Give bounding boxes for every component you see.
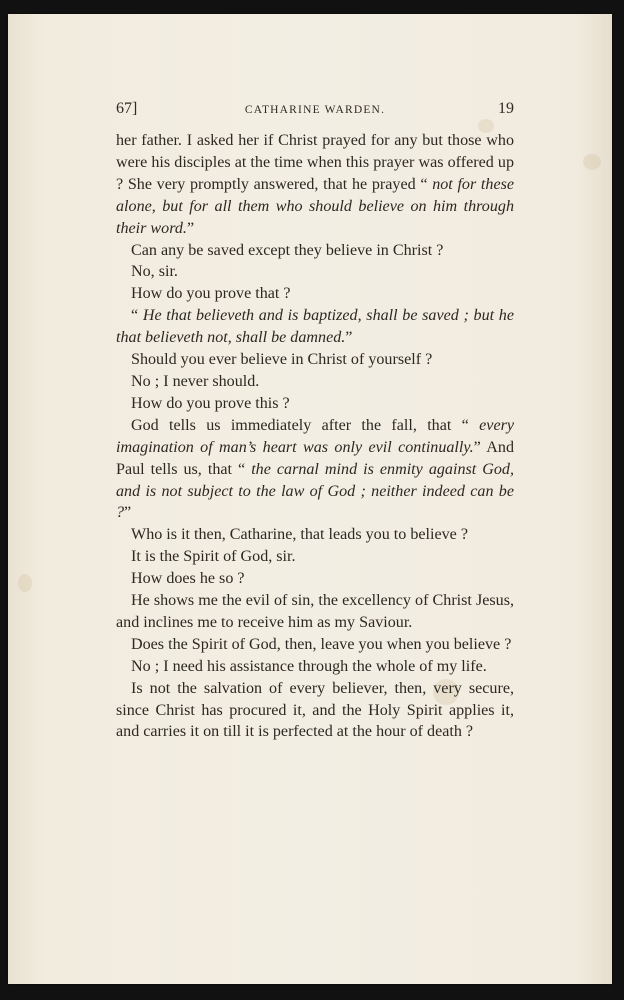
page-number: 19 [498,100,514,117]
paragraph [116,283,514,305]
paragraph [116,393,514,415]
text-run: ” [186,219,195,237]
foxing-stain [18,574,32,592]
paragraph [116,305,514,349]
running-title: CATHARINE WARDEN. [244,104,386,116]
text-run: How does he so ? [131,570,245,588]
paragraph [116,130,514,240]
text-run: God tells us immediately after the fall, that “ [131,416,480,434]
paragraph [116,568,514,590]
paragraph [116,371,514,393]
paragraph [116,261,514,283]
text-run: ” [345,329,353,347]
text-run: No, sir. [131,263,178,281]
page-reference: 67] [116,100,138,117]
text-run: He shows me the evil of sin, the excellency of Christ Jesus, and inclines me to receive him as my Saviour. [116,592,514,631]
paragraph [116,656,514,678]
text-run: her father. I asked her if Christ prayed for any but those who were his disciples at the time when this prayer was offered up ? She very promptly answered, that he prayed “ [116,132,514,193]
text-run: How do you prove that ? [131,285,291,303]
italic-quote: every imagination of man’s heart was only evil continually. [116,416,514,456]
paragraph [116,240,514,262]
text-run: Should you ever believe in Christ of yourself ? [131,351,433,369]
paragraph [116,524,514,546]
text-run: ” [124,504,132,522]
text-run: “ [131,307,143,325]
paragraph [116,634,514,656]
running-header [116,100,514,122]
text-run: How do you prove this ? [131,394,290,412]
text-run: Is not the salvation of every believer, then, very secure, since Christ has procured it, and the Holy Spirit applies it, and carries it on till it is perfected at the hour of death ? [116,679,514,741]
paragraph [116,678,514,744]
paragraph [116,349,514,371]
text-run: No ; I need his assistance through the whole of my life. [131,657,487,675]
paragraph [116,546,514,568]
italic-quote: He that believeth and is baptized, shall be saved ; but he that believeth not, shall be damned. [116,307,514,347]
text-run: No ; I never should. [131,372,260,390]
body-text [116,130,514,743]
italic-quote: not for these alone, but for all them who should believe on him through their word. [116,175,514,237]
paragraph [116,590,514,634]
text-run: ” And Paul tells us, that “ [116,438,514,478]
text-run: Does the Spirit of God, then, leave you when you believe ? [131,635,512,653]
foxing-stain [583,154,601,170]
text-run: It is the Spirit of God, sir. [131,548,296,566]
text-run: Who is it then, Catharine, that leads you to believe ? [131,526,468,544]
italic-quote: the carnal mind is enmity against God, and is not subject to the law of God ; neither indeed can be ? [116,460,514,522]
text-run: Can any be saved except they believe in Christ ? [131,241,444,259]
paragraph [116,415,514,525]
